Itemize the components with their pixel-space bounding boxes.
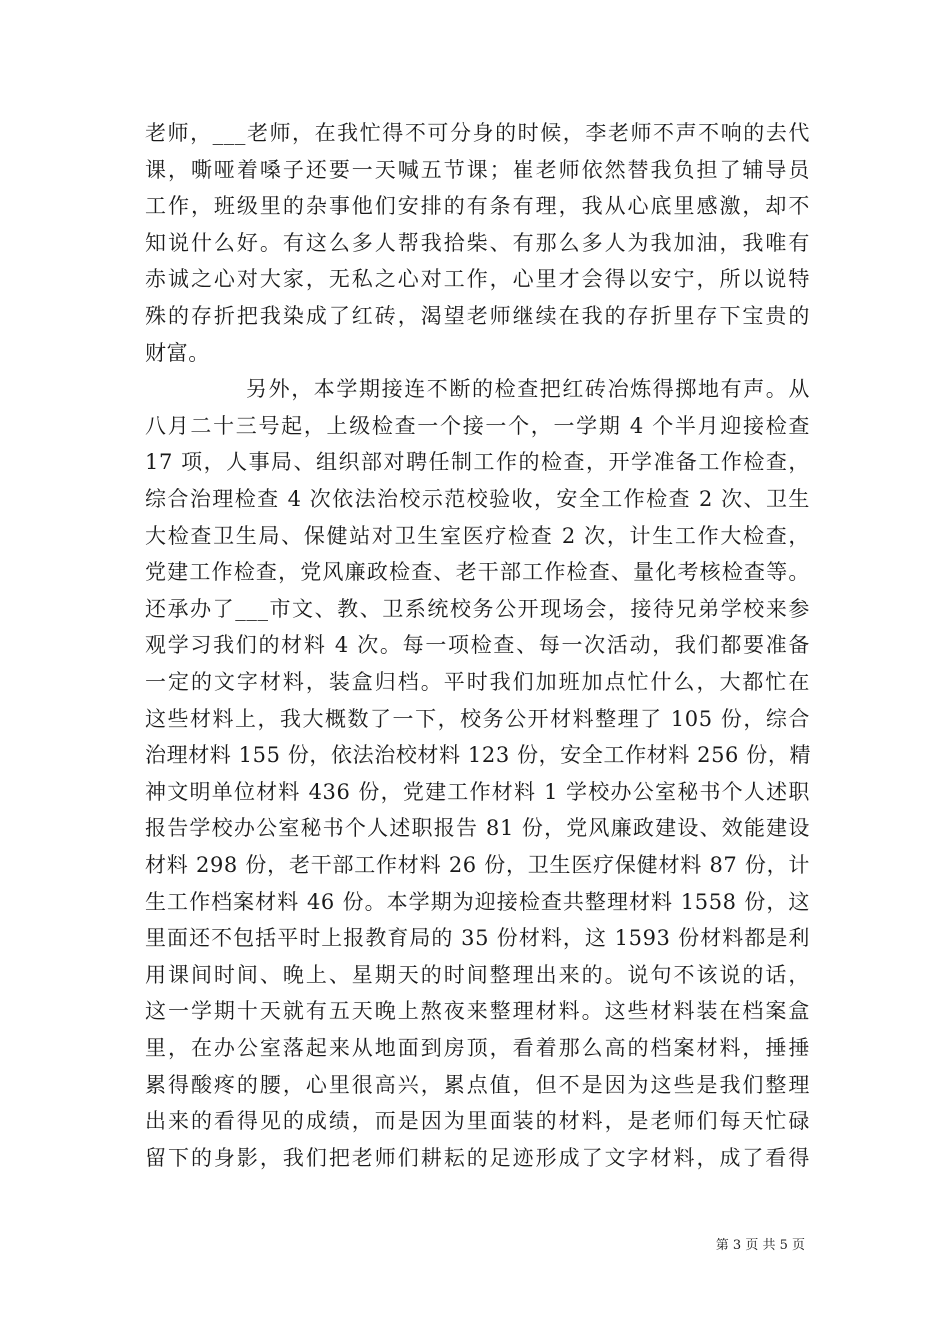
text-line: 累得酸疼的腰，心里很高兴，累点值，但不是因为这些是我们整理 [145,1072,810,1097]
text-line: 工作，班级里的杂事他们安排的有条有理，我从心底里感激，却不 [145,194,810,219]
text-line: 里，在办公室落起来从地面到房顶，看着那么高的档案材料，捶捶 [145,1036,810,1060]
text-line: 治理材料 155 份，依法治校材料 123 份，安全工作材料 256 份，精 [145,743,812,768]
text-line: 八月二十三号起，上级检查一个接一个，一学期 4 个半月迎接检查 [145,413,810,438]
text-line: 财富。 [145,340,210,365]
text-line: 知说什么好。有这么多人帮我拾柴、有那么多人为我加油，我唯有 [145,230,810,255]
text-line: 大检查卫生局、保健站对卫生室医疗检查 2 次，计生工作大检查， [145,523,810,548]
text-line: 另外，本学期接连不断的检查把红砖冶炼得掷地有声。从 [246,377,810,402]
text-line: 课，嘶哑着嗓子还要一天喊五节课；崔老师依然替我负担了辅导员 [145,157,810,182]
text-line: 神文明单位材料 436 份，党建工作材料 1 学校办公室秘书个人述职 [145,779,810,804]
text-line: 里面还不包括平时上报教育局的 35 份材料，这 1593 份材料都是利 [145,926,810,951]
text-line: 殊的存折把我染成了红砖，渴望老师继续在我的存折里存下宝贵的 [145,304,810,328]
text-line: 生工作档案材料 46 份。本学期为迎接检查共整理材料 1558 份，这 [145,889,810,914]
text-line: 一定的文字材料，装盒归档。平时我们加班加点忙什么，大都忙在 [145,670,810,694]
text-line: 综合治理检查 4 次依法治校示范校验收，安全工作检查 2 次、卫生 [145,487,810,511]
text-line: 留下的身影，我们把老师们耕耘的足迹形成了文字材料，成了看得 [145,1145,810,1170]
text-line: 老师，___老师，在我忙得不可分身的时候，李老师不声不响的去代 [145,121,810,145]
text-line: 报告学校办公室秘书个人述职报告 81 份，党风廉政建设、效能建设 [145,816,810,841]
text-line: 材料 298 份，老干部工作材料 26 份，卫生医疗保健材料 87 份，计 [145,853,810,877]
text-line: 出来的看得见的成绩，而是因为里面装的材料，是老师们每天忙碌 [145,1109,810,1134]
text-line: 17 项，人事局、组织部对聘任制工作的检查，开学准备工作检查， [145,450,810,475]
text-line: 这些材料上，我大概数了一下，校务公开材料整理了 105 份，综合 [145,706,810,731]
text-line: 还承办了___市文、教、卫系统校务公开现场会，接待兄弟学校来参 [145,596,810,621]
text-line: 这一学期十天就有五天晚上熬夜来整理材料。这些材料装在档案盒 [145,999,810,1024]
text-line: 党建工作检查，党风廉政检查、老干部工作检查、量化考核检查等。 [145,560,810,585]
page-number-footer: 第 3 页 共 5 页 [715,1238,805,1253]
text-line: 赤诚之心对大家，无私之心对工作，心里才会得以安宁，所以说特 [145,267,810,292]
text-line: 用课间时间、晚上、星期天的时间整理出来的。说句不该说的话， [145,962,810,987]
text-line: 观学习我们的材料 4 次。每一项检查、每一次活动，我们都要准备 [145,633,810,658]
